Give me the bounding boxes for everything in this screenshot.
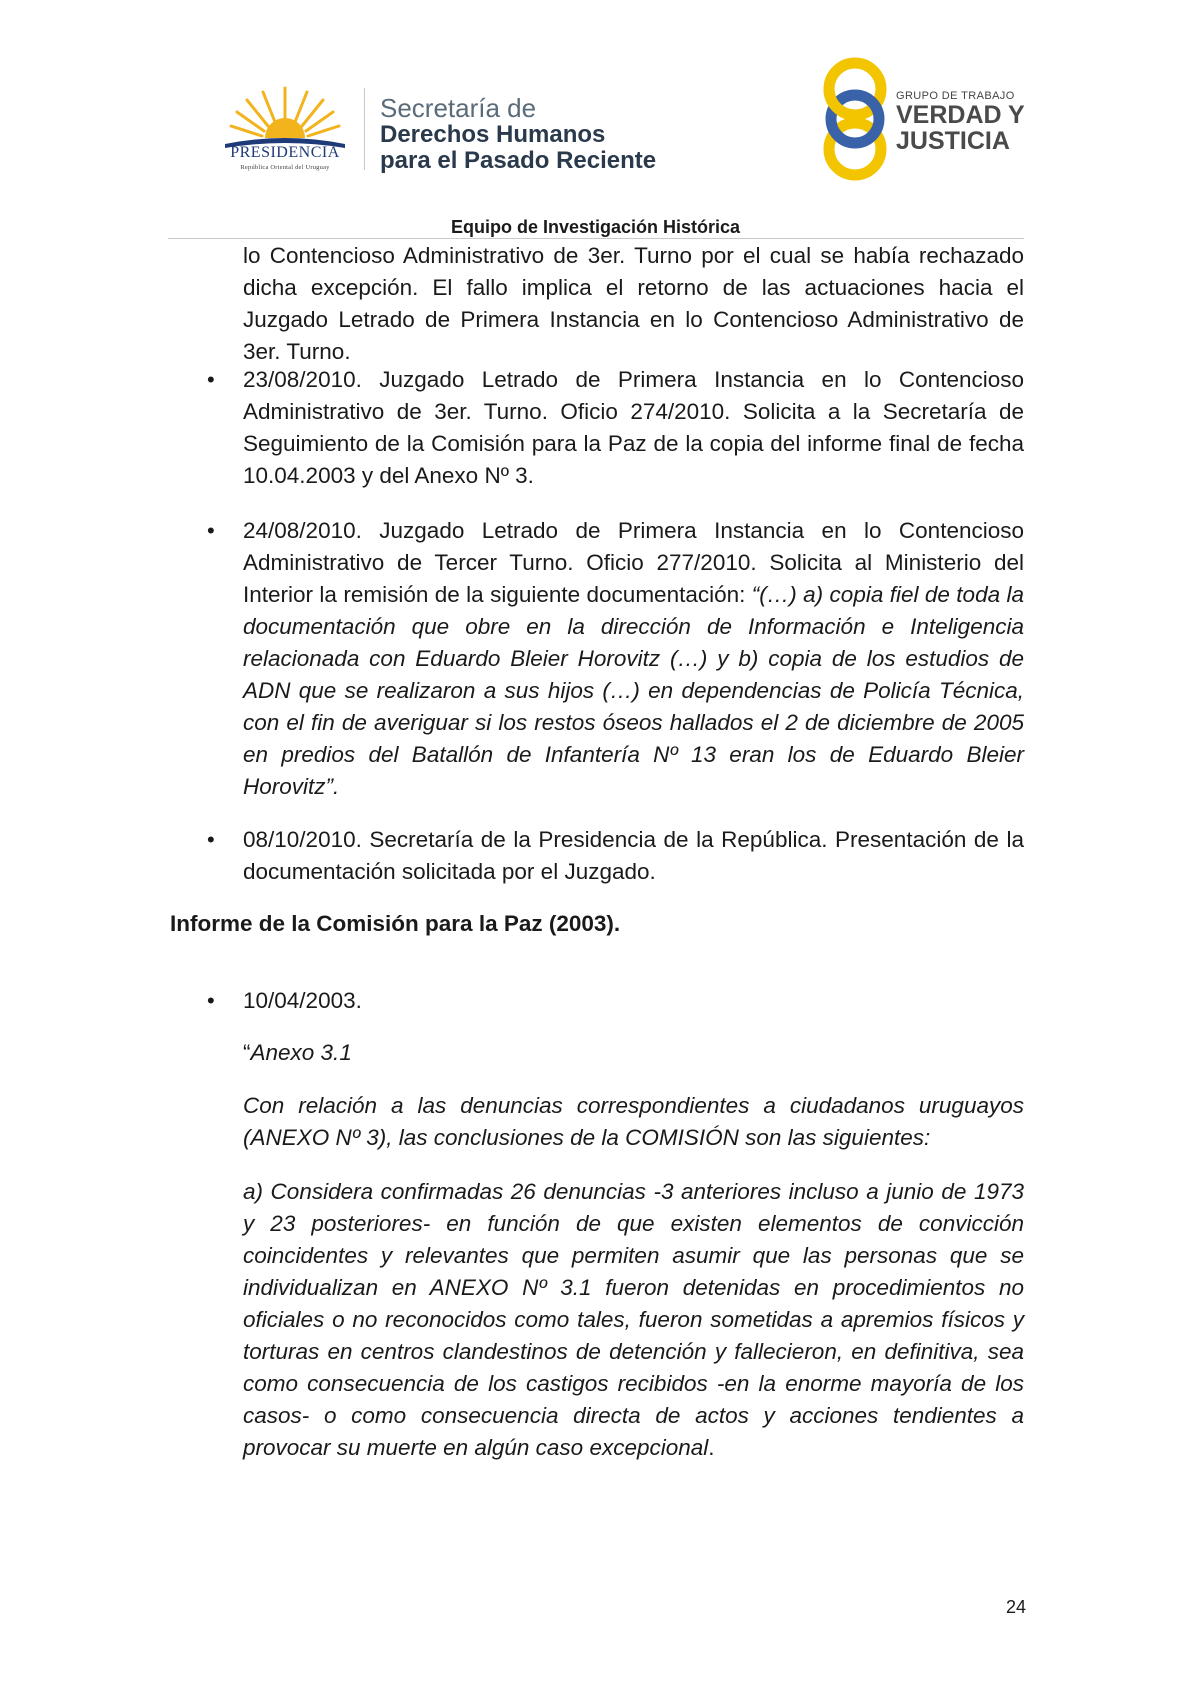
justicia-label: JUSTICIA — [896, 127, 1010, 155]
list-item-2003-04-10: 10/04/2003. — [243, 988, 362, 1013]
list-item-2010-10-08: 08/10/2010. Secretaría de la Presidencia de la República. Presentación de la documentación solicitada por el Juzgado. — [243, 827, 1024, 884]
quote-paragraph-2-text: a) Considera confirmadas 26 denuncias -3 anteriores incluso a junio de 1973 y 23 posteriores- en función de que existen elementos de convicción coincidentes y relevantes que permiten asumir que las personas que se individualizan en ANEXO Nº 3.1 fueron detenidas en procedimientos no oficiales o no reconocidos como tales, fueron sometidas a apremios físicos y torturas en centros clandestinos de detención y fallecieron, en definitiva, sea como consecuencia de los castigos recibidos -en la enorme mayoría de los casos- o como consecuencia directa de actos y acciones tendientes a provocar su muerte en algún caso excepcional — [243, 1179, 1024, 1460]
item-text: 24/08/2010. Juzgado Letrado de Primera Instancia en lo Contencioso Administrativo de Tercer Turno. Oficio 277/2010. Solicita al Ministerio del Interior la remisión de la siguiente documentación: — [243, 518, 1024, 607]
bullet-marker: • — [207, 988, 215, 1013]
quote-paragraph-2-end: . — [708, 1435, 715, 1460]
header-divider — [364, 88, 365, 170]
presidencia-name: PRESIDENCIA — [230, 144, 340, 161]
bullet-marker: • — [207, 367, 215, 392]
secretaria-line-3: para el Pasado Reciente — [380, 147, 657, 174]
presidencia-logo — [210, 82, 360, 174]
sun-emblem-icon — [210, 82, 360, 152]
annex-title — [243, 1037, 1024, 1069]
list-item-2010-08-24 — [243, 515, 1024, 803]
header-rule — [168, 238, 1024, 239]
bullet-marker: • — [207, 827, 215, 852]
verdad-label: VERDAD Y — [896, 101, 1025, 129]
page-number: 24 — [1005, 1597, 1026, 1617]
document-header — [0, 0, 1191, 250]
item-quote: “(…) a) copia fiel de toda la documentación que obre en la dirección de Información e Inteligencia relacionada con Eduardo Bleier Horovitz (…) y b) copia de los estudios de ADN que se realizaron a sus hijos (…) en dependencias de Policía Técnica, con el fin de averiguar si los restos óseos hallados el 2 de diciembre de 2005 en predios del Batallón de Infantería Nº 13 eran los de Eduardo Bleier Horovitz”. — [243, 582, 1025, 799]
grupo-trabajo-label: GRUPO DE TRABAJO — [896, 90, 1015, 102]
verdad-justicia-logo — [820, 56, 1030, 186]
quote-paragraph-2 — [243, 1176, 1024, 1464]
secretaria-line-1: Secretaría de — [380, 93, 537, 123]
list-item-2010-08-23: 23/08/2010. Juzgado Letrado de Primera Instancia en lo Contencioso Administrativo de 3er. Turno. Oficio 274/2010. Solicita a la Secretaría de Seguimiento de la Comisión para la Paz de la copia del informe final de fecha 10.04.2003 y del Anexo Nº 3. — [243, 367, 1024, 488]
bullet-marker: • — [207, 518, 215, 543]
presidencia-subtitle: República Oriental del Uruguay — [240, 164, 330, 171]
interlocked-rings-icon — [820, 56, 890, 182]
section-heading: Informe de la Comisión para la Paz (2003). — [170, 911, 621, 936]
quote-paragraph-1: Con relación a las denuncias correspondientes a ciudadanos uruguayos (ANEXO Nº 3), las conclusiones de la COMISIÓN son las siguientes: — [243, 1093, 1024, 1150]
secretaria-title — [380, 94, 656, 174]
quote-mark: “ — [243, 1040, 251, 1065]
secretaria-line-2: Derechos Humanos — [380, 121, 606, 148]
intro-paragraph: lo Contencioso Administrativo de 3er. Turno por el cual se había rechazado dicha excepción. El fallo implica el retorno de las actuaciones hacia el Juzgado Letrado de Primera Instancia en lo Contencioso Administrativo de 3er. Turno. — [243, 243, 1024, 364]
annex-label: Anexo 3.1 — [250, 1040, 352, 1065]
page-subheading: Equipo de Investigación Histórica — [450, 217, 741, 237]
